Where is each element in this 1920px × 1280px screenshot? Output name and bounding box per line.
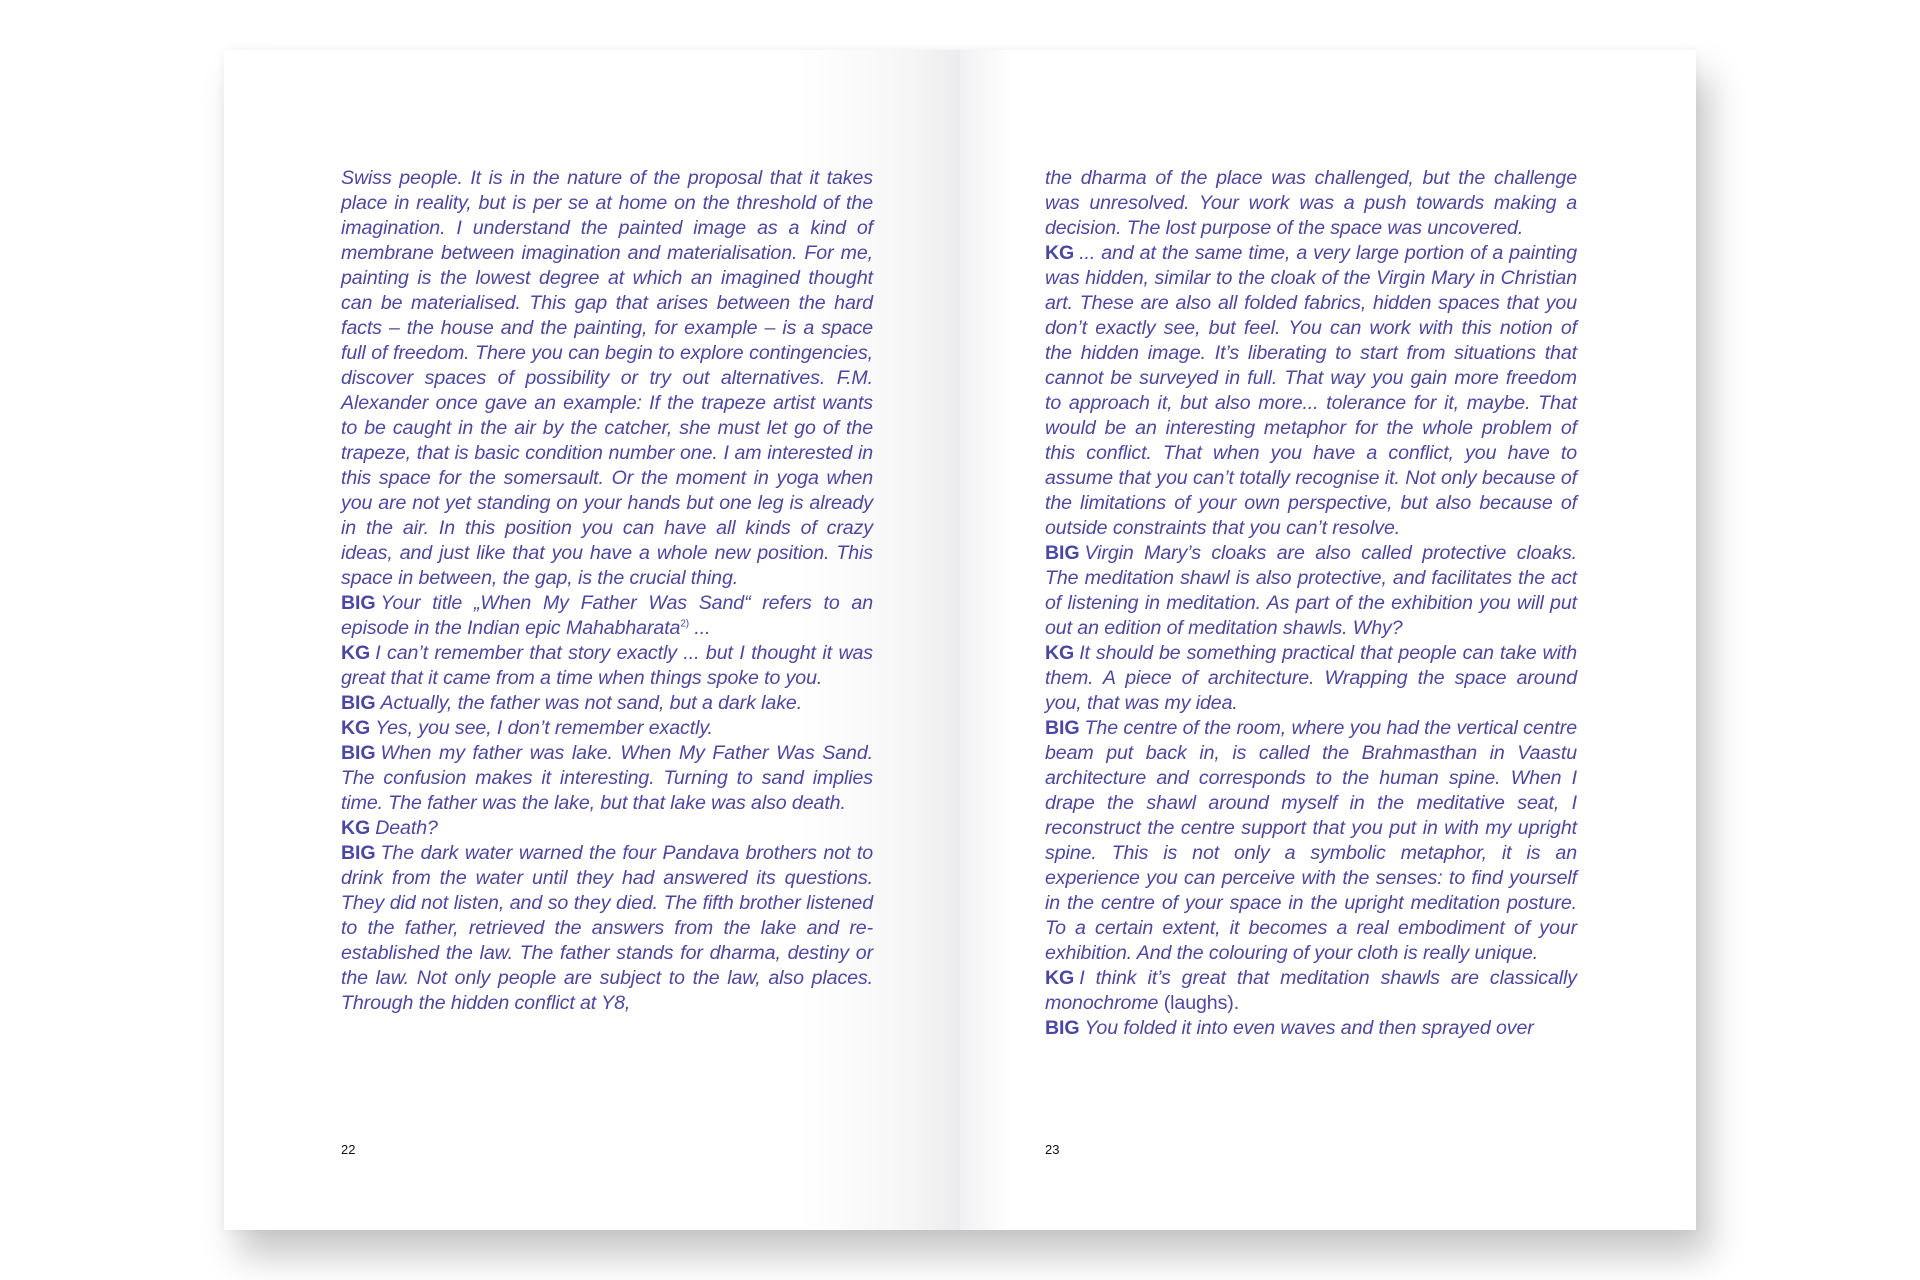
speaker-label: KG xyxy=(341,717,371,739)
dialogue-entry xyxy=(1045,241,1577,541)
dialogue-text: ... and at the same time, a very large portion of a painting was hidden, similar to the cloak of the Virgin Mary in Christian art. These are also all folded fabrics, hidden spaces that you don’t exactly see, but feel. You can work with this notion of the hidden image. It’s liberating to start from situations that cannot be surveyed in full. That way you gain more freedom to approach it, but also more... tolerance for it, maybe. That would be an interesting metaphor for the whole problem of this conflict. That when you have a conflict, you have to assume that you can’t totally recognise it. Not only because of the limitations of your own perspective, but also because of outside constraints that you can’t resolve. xyxy=(1045,242,1577,539)
left-page-text xyxy=(341,166,873,1016)
dialogue-text: It should be something practical that people can take with them. A piece of architecture. Wrapping the space around you, that was my idea. xyxy=(1045,642,1577,714)
footnote-marker: 2) xyxy=(680,618,690,630)
dialogue-entry xyxy=(341,816,873,841)
speaker-label: BIG xyxy=(1045,1017,1080,1039)
page-number-left: 22 xyxy=(341,1142,356,1157)
dialogue-entry xyxy=(341,841,873,1016)
speaker-label: KG xyxy=(341,817,371,839)
speaker-label: BIG xyxy=(1045,717,1080,739)
stage-direction: (laughs). xyxy=(1163,992,1240,1014)
dialogue-text: Yes, you see, I don’t remember exactly. xyxy=(375,717,713,739)
dialogue-entry xyxy=(341,591,873,641)
dialogue-entry xyxy=(341,641,873,691)
speaker-label: BIG xyxy=(341,842,376,864)
speaker-label: KG xyxy=(1045,642,1075,664)
dialogue-entry xyxy=(341,716,873,741)
dialogue-entry xyxy=(1045,966,1577,1016)
dialogue-text: You folded it into even waves and then sprayed over xyxy=(1084,1017,1534,1039)
dialogue-text: The centre of the room, where you had the vertical centre beam put back in, is called the Brahmasthan in Vaastu architecture and corresponds to the human spine. When I drape the shawl around myself in the meditative seat, I reconstruct the centre support that you put in with my upright spine. This is not only a symbolic metaphor, it is an experience you can perceive with the senses: to find yourself in the centre of your space in the upright meditation posture. To a certain extent, it becomes a real embodiment of your exhibition. And the colouring of your cloth is really unique. xyxy=(1045,717,1577,964)
dialogue-entry xyxy=(1045,541,1577,641)
dialogue-text: Death? xyxy=(375,817,438,839)
dialogue-entry xyxy=(1045,716,1577,966)
speaker-label: BIG xyxy=(1045,542,1080,564)
dialogue-text: The dark water warned the four Pandava brothers not to drink from the water until they had answered its questions. They did not listen, and so they died. The fifth brother listened to the father, retrieved the answers from the lake and re-established the law. The father stands for dharma, destiny or the law. Not only people are subject to the law, also places. Through the hidden conflict at Y8, xyxy=(341,842,873,1014)
dialogue-text-continued: ... xyxy=(689,617,711,639)
speaker-label: KG xyxy=(1045,967,1075,989)
page-number-right: 23 xyxy=(1045,1142,1060,1157)
speaker-label: KG xyxy=(1045,242,1075,264)
dialogue-entry xyxy=(341,691,873,716)
opening-paragraph: the dharma of the place was challenged, but the challenge was unresolved. Your work was a push towards making a decision. The lost purpose of the space was uncovered. xyxy=(1045,167,1577,239)
dialogue-text: When my father was lake. When My Father Was Sand. The confusion makes it interesting. Turning to sand implies time. The father was the lake, but that lake was also death. xyxy=(341,742,873,814)
speaker-label: BIG xyxy=(341,742,376,764)
dialogue-text: I think it’s great that meditation shawls are classically monochrome xyxy=(1045,967,1577,1014)
book-spread xyxy=(224,50,1696,1230)
dialogue-entry xyxy=(1045,1016,1577,1041)
speaker-label: KG xyxy=(341,642,371,664)
opening-paragraph: Swiss people. It is in the nature of the proposal that it takes place in reality, but is per se at home on the threshold of the imagination. I understand the painted image as a kind of membrane between imagination and materialisation. For me, painting is the lowest degree at which an imagined thought can be materialised. This gap that arises between the hard facts – the house and the painting, for example – is a space full of freedom. There you can begin to explore contingencies, discover spaces of possibility or try out alternatives. F.M. Alexander once gave an example: If the trapeze artist wants to be caught in the air by the catcher, she must let go of the trapeze, that is basic condition number one. I am interested in this space for the somersault. Or the moment in yoga when you are not yet standing on your hands but one leg is already in the air. In this position you can have all kinds of crazy ideas, and just like that you have a whole new position. This space in between, the gap, is the crucial thing. xyxy=(341,167,873,589)
right-page xyxy=(960,50,1696,1230)
right-page-text xyxy=(1045,166,1577,1041)
dialogue-text: I can’t remember that story exactly ... but I thought it was great that it came from a time when things spoke to you. xyxy=(341,642,873,689)
dialogue-text: Virgin Mary’s cloaks are also called protective cloaks. The meditation shawl is also protective, and facilitates the act of listening in meditation. As part of the exhibition you will put out an edition of meditation shawls. Why? xyxy=(1045,542,1577,639)
speaker-label: BIG xyxy=(341,692,376,714)
dialogue-text: Your title „When My Father Was Sand“ refers to an episode in the Indian epic Mahabharata xyxy=(341,592,873,639)
speaker-label: BIG xyxy=(341,592,376,614)
dialogue-text: Actually, the father was not sand, but a dark lake. xyxy=(380,692,803,714)
dialogue-entry xyxy=(1045,641,1577,716)
dialogue-entry xyxy=(341,741,873,816)
left-page xyxy=(224,50,960,1230)
